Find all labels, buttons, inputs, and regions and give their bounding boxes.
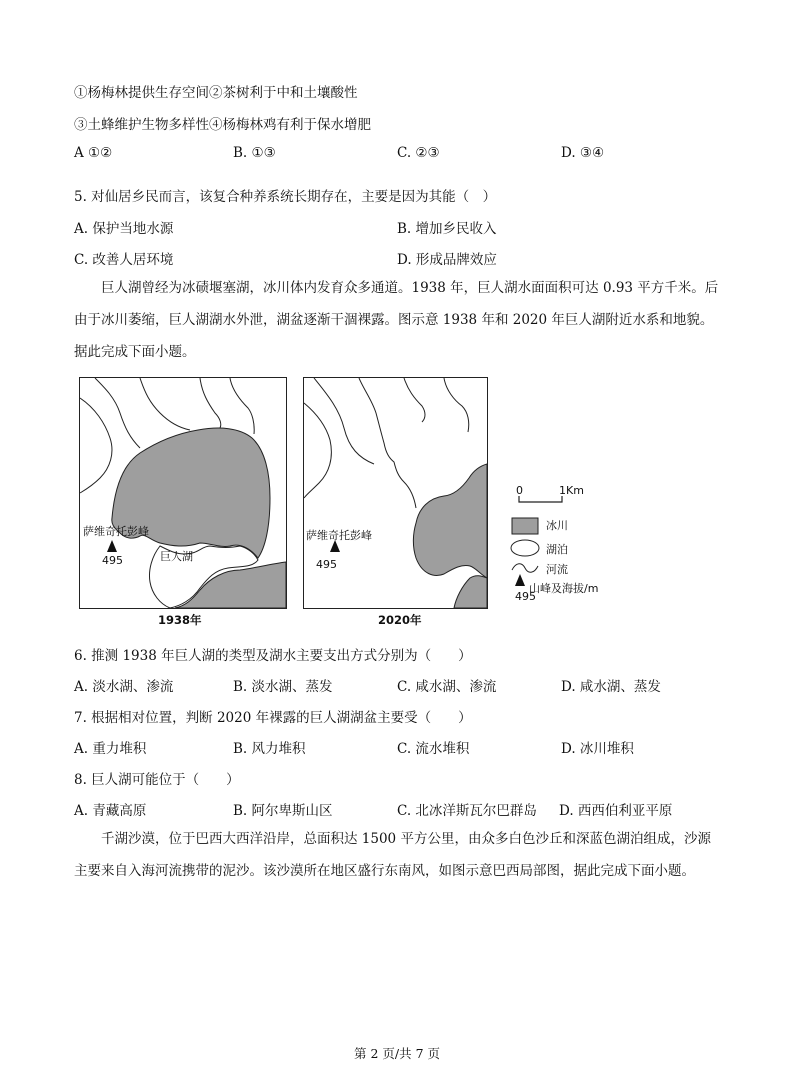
statement-line-2: ③土蜂维护生物多样性④杨梅林鸡有利于保水增肥: [74, 117, 371, 133]
map-2020-peak-elev: 495: [316, 558, 337, 571]
q7-option-a: A. 重力堆积: [74, 741, 147, 757]
q8-option-a: A. 青藏高原: [74, 803, 147, 819]
q7-option-d: D. 冰川堆积: [561, 741, 634, 757]
scale-zero-label: 0: [516, 484, 523, 497]
question-7-stem: 7. 根据相对位置，判断 2020 年裸露的巨人湖湖盆主要受（ ）: [74, 710, 472, 726]
q8-option-c: C. 北冰洋斯瓦尔巴群岛: [397, 803, 537, 819]
option-d: D. ③④: [561, 145, 605, 161]
question-8-stem: 8. 巨人湖可能位于（ ）: [74, 772, 240, 788]
page-footer: 第 2 页/共 7 页: [353, 1046, 440, 1061]
q6-option-d: D. 咸水湖、蒸发: [561, 679, 661, 695]
question-5-stem: 5. 对仙居乡民而言，该复合种养系统长期存在，主要是因为其能（ ）: [74, 189, 497, 205]
q6-option-b: B. 淡水湖、蒸发: [233, 679, 333, 695]
q7-option-b: B. 风力堆积: [233, 741, 306, 757]
statement-line-1: ①杨梅林提供生存空间②茶树利于中和土壤酸性: [74, 85, 358, 101]
question-6-stem: 6. 推测 1938 年巨人湖的类型及湖水主要支出方式分别为（ ）: [74, 648, 472, 664]
legend-lake-label: 湖泊: [546, 543, 568, 556]
q6-option-c: C. 咸水湖、渗流: [397, 679, 497, 695]
map-2020-drawing: [304, 378, 487, 608]
scale-end-label: 1Km: [559, 484, 584, 497]
option-a: A ①②: [74, 145, 113, 161]
glacier-legend-icon: [512, 518, 538, 534]
map-1938-lake-label: 巨人湖: [160, 550, 193, 563]
q5-option-d: D. 形成品牌效应: [397, 252, 497, 268]
q8-option-d: D. 西西伯利亚平原: [559, 803, 673, 819]
river-legend-icon: [512, 564, 538, 573]
legend-river-label: 河流: [546, 563, 568, 576]
lake-legend-icon: [511, 540, 539, 556]
map-2020: [303, 377, 488, 609]
legend-glacier-label: 冰川: [546, 519, 568, 532]
q5-option-b: B. 增加乡民收入: [397, 221, 497, 237]
q6-option-a: A. 淡水湖、渗流: [74, 679, 174, 695]
map-2020-caption: 2020年: [378, 613, 422, 627]
option-c: C. ②③: [397, 145, 440, 161]
q5-option-c: C. 改善人居环境: [74, 252, 174, 268]
q7-option-c: C. 流水堆积: [397, 741, 470, 757]
peak-icon: [107, 540, 117, 552]
q8-option-b: B. 阿尔卑斯山区: [233, 803, 333, 819]
map-1938: [79, 377, 287, 609]
map-1938-caption: 1938年: [158, 613, 202, 627]
passage-giant-lake: 巨人湖曾经为冰碛堰塞湖，冰川体内发育众多通道。1938 年，巨人湖水面面积可达 0.93 平方千米。后由于冰川萎缩，巨人湖湖水外泄，湖盆逐渐干涸裸露。图示意 1938 年和 2020 年巨人湖附近水系和地貌。据此完成下面小题。: [74, 280, 719, 360]
map-2020-peak-name: 萨维奇托彭峰: [306, 529, 372, 542]
peak-legend-icon: [515, 574, 525, 586]
option-b: B. ①③: [233, 145, 276, 161]
q5-option-a: A. 保护当地水源: [74, 221, 174, 237]
map-1938-peak-elev: 495: [102, 554, 123, 567]
legend-peak-elev: 495: [515, 590, 536, 603]
passage-sand-desert: 千湖沙漠，位于巴西大西洋沿岸，总面积达 1500 平方公里，由众多白色沙丘和深蓝色湖泊组成，沙源主要来自入海河流携带的泥沙。该沙漠所在地区盛行东南风，如图示意巴西局部图，据此完成下面小题。: [74, 831, 711, 879]
map-1938-drawing: [80, 378, 286, 608]
legend-peak-label: 山峰及海拔/m: [529, 582, 599, 595]
scale-bar-icon: [519, 496, 562, 502]
map-1938-peak-name: 萨维奇托彭峰: [83, 525, 149, 538]
